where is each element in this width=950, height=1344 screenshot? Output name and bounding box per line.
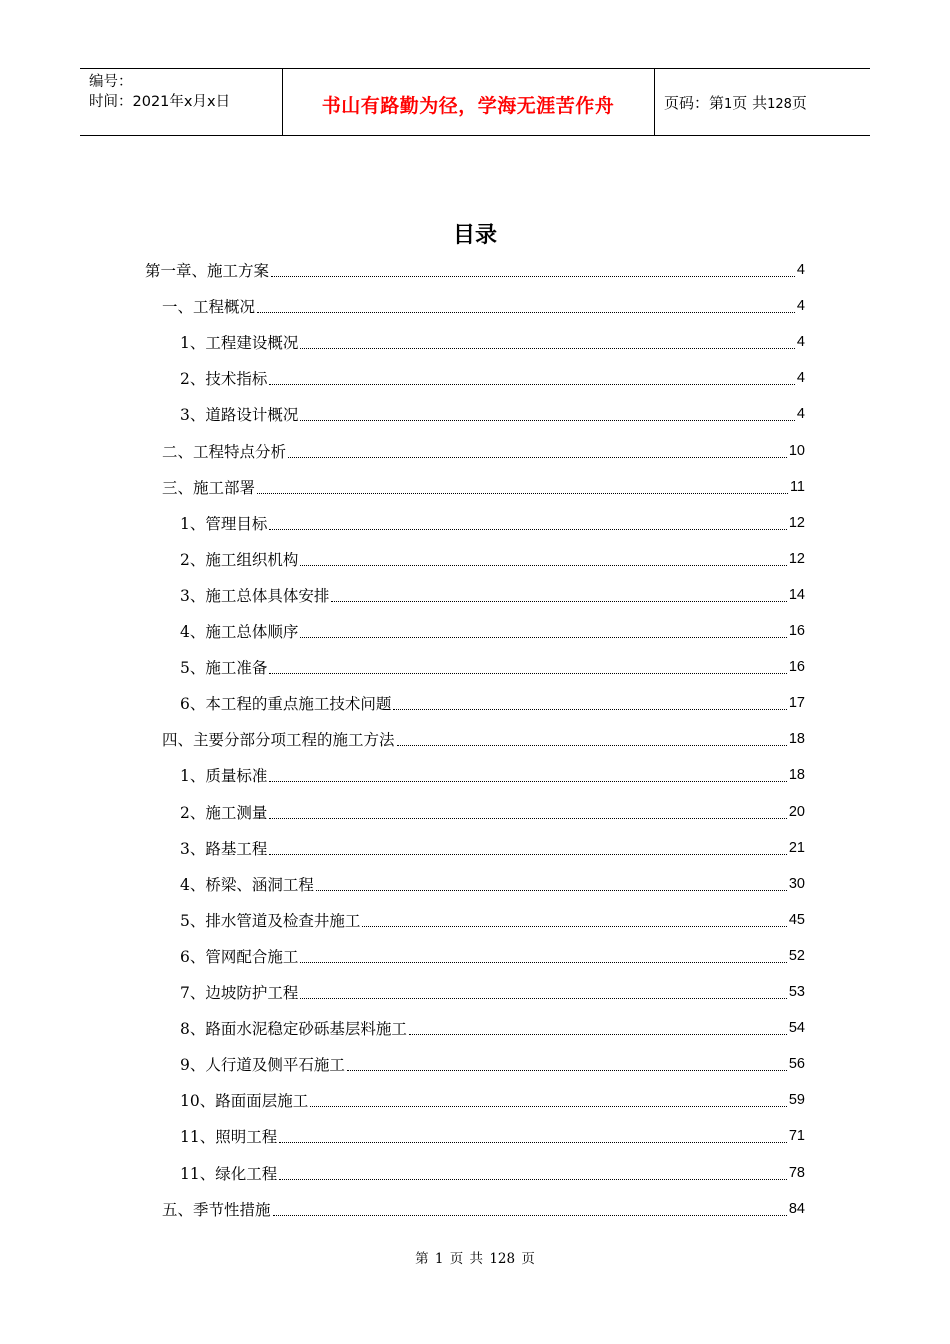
toc-leader-dots — [300, 997, 786, 999]
toc-entry-title: 7、边坡防护工程 — [180, 984, 299, 1002]
toc-entry-title: 1、工程建设概况 — [180, 334, 299, 353]
date-line: 时间：2021年x月x日 — [89, 94, 231, 110]
toc-entry[interactable] — [162, 721, 805, 757]
toc-entry-title: 11、绿化工程 — [180, 1164, 278, 1183]
serial-number-label: 编号： — [89, 74, 133, 90]
toc-leader-dots — [300, 419, 795, 421]
toc-leader-dots — [269, 383, 795, 385]
toc-entry[interactable] — [180, 1118, 805, 1154]
toc-entry[interactable] — [162, 288, 805, 324]
toc-entry-title: 二、工程特点分析 — [162, 442, 287, 461]
toc-leader-dots — [347, 1069, 787, 1071]
toc-entry[interactable] — [180, 830, 805, 866]
toc-entry[interactable] — [180, 396, 805, 432]
toc-entry-page: 4 — [796, 334, 805, 351]
toc-leader-dots — [269, 817, 786, 819]
toc-entry-page: 4 — [796, 406, 805, 423]
toc-entry[interactable] — [180, 938, 805, 974]
toc-entry-title: 3、道路设计概况 — [180, 406, 299, 425]
toc-entry-page: 18 — [788, 767, 805, 784]
toc-leader-dots — [271, 275, 795, 277]
toc-entry[interactable] — [180, 974, 805, 1010]
toc-leader-dots — [257, 311, 795, 313]
page-prefix: 页码：第 — [664, 94, 725, 112]
toc-entry[interactable] — [162, 1191, 805, 1227]
toc-entry-title: 9、人行道及侧平石施工 — [180, 1056, 345, 1075]
toc-entry-page: 12 — [788, 550, 805, 567]
toc-entry-title: 2、施工组织机构 — [180, 550, 299, 569]
toc-entry-page: 14 — [788, 586, 805, 603]
page-current: 1 — [724, 97, 733, 112]
toc-leader-dots — [310, 1105, 787, 1107]
toc-entry-page: 12 — [788, 514, 805, 531]
toc-entry-title: 6、管网配合施工 — [180, 947, 299, 966]
toc-leader-dots — [269, 853, 786, 855]
toc-leader-dots — [300, 961, 786, 963]
toc-leader-dots — [331, 600, 786, 602]
toc-entry[interactable] — [180, 649, 805, 685]
toc-leader-dots — [300, 347, 795, 349]
toc-leader-dots — [362, 925, 786, 927]
toc-entry[interactable] — [180, 794, 805, 830]
toc-leader-dots — [269, 672, 786, 674]
toc-entry-title: 1、管理目标 — [180, 514, 268, 533]
header-meta — [89, 72, 230, 112]
toc-entry-title: 三、施工部署 — [162, 478, 256, 497]
toc-entry[interactable] — [180, 1155, 805, 1191]
toc-entry[interactable] — [180, 541, 805, 577]
toc-entry[interactable] — [180, 866, 805, 902]
toc-entry-page: 59 — [788, 1092, 805, 1109]
toc-entry-page: 10 — [788, 442, 805, 459]
toc-entry[interactable] — [180, 1082, 805, 1118]
toc-entry-page: 17 — [788, 695, 805, 712]
toc-entry-page: 21 — [788, 839, 805, 856]
toc-entry-title: 四、主要分部分项工程的施工方法 — [162, 731, 395, 750]
toc-entry-page: 54 — [788, 1020, 805, 1037]
toc-entry[interactable] — [180, 1046, 805, 1082]
toc-entry-title: 2、施工测量 — [180, 803, 268, 822]
toc-entry-title: 2、技术指标 — [180, 370, 268, 389]
toc-entry-title: 五、季节性措施 — [162, 1200, 271, 1219]
toc-entry-page: 4 — [796, 370, 805, 387]
header-motto: 书山有路勤为径，学海无涯苦作舟 — [321, 95, 615, 117]
toc-entry[interactable] — [145, 252, 805, 288]
toc-entry-title: 3、路基工程 — [180, 839, 268, 858]
toc-entry-title: 6、本工程的重点施工技术问题 — [180, 695, 392, 714]
toc-entry-page: 16 — [788, 659, 805, 676]
toc-entry-title: 11、照明工程 — [180, 1128, 278, 1147]
toc-leader-dots — [279, 1178, 787, 1180]
page-header — [80, 68, 870, 136]
toc-entry[interactable] — [180, 1010, 805, 1046]
toc-entry-title: 第一章、施工方案 — [145, 262, 270, 280]
toc-entry[interactable] — [180, 613, 805, 649]
toc-entry-page: 16 — [788, 623, 805, 639]
toc-leader-dots — [397, 744, 787, 746]
toc-entry[interactable] — [180, 577, 805, 613]
toc-entry-page: 11 — [789, 478, 805, 495]
toc-entry-title: 1、质量标准 — [180, 767, 268, 786]
header-divider — [654, 69, 655, 135]
toc-entry-page: 53 — [788, 984, 805, 1000]
toc-leader-dots — [409, 1033, 787, 1035]
toc-entry-page: 4 — [796, 262, 805, 278]
toc-entry-page: 84 — [788, 1200, 805, 1217]
toc-entry[interactable] — [180, 505, 805, 541]
header-page-info — [664, 92, 807, 113]
toc-entry-title: 8、路面水泥稳定砂砾基层料施工 — [180, 1020, 407, 1039]
toc-leader-dots — [393, 708, 786, 710]
toc-entry-title: 5、施工准备 — [180, 659, 268, 678]
toc-leader-dots — [273, 1214, 787, 1216]
page-footer: 第 1 页 共 128 页 — [415, 1251, 535, 1267]
toc-leader-dots — [288, 456, 787, 458]
toc-entry-title: 10、路面面层施工 — [180, 1092, 309, 1111]
toc-entry-page: 18 — [788, 731, 805, 748]
toc-entry-title: 3、施工总体具体安排 — [180, 586, 330, 605]
toc-entry-title: 4、施工总体顺序 — [180, 623, 299, 641]
toc-entry[interactable] — [180, 360, 805, 396]
toc-leader-dots — [300, 564, 786, 566]
toc-leader-dots — [316, 889, 787, 891]
toc-entry[interactable] — [180, 902, 805, 938]
toc-entry[interactable] — [180, 324, 805, 360]
toc-entry-page: 4 — [796, 298, 805, 315]
toc-entry-page: 56 — [788, 1056, 805, 1073]
page-mid: 页 共 — [732, 94, 768, 112]
toc-entry-title: 一、工程概况 — [162, 298, 256, 317]
toc-leader-dots — [300, 636, 786, 638]
toc-entry[interactable] — [180, 757, 805, 793]
toc-entry-page: 52 — [788, 947, 805, 964]
toc-entry[interactable] — [162, 469, 805, 505]
toc-leader-dots — [257, 492, 788, 494]
toc-entry-page: 71 — [788, 1128, 805, 1145]
page-suffix: 页 — [791, 94, 807, 112]
page-total: 128 — [767, 97, 792, 112]
toc-entry[interactable] — [162, 433, 805, 469]
toc-entry-page: 30 — [788, 875, 805, 892]
toc-entry-page: 78 — [788, 1164, 805, 1181]
toc-entry-title: 4、桥梁、涵洞工程 — [180, 875, 314, 894]
toc-entry-title: 5、排水管道及检查井施工 — [180, 911, 361, 930]
toc-title: 目录 — [452, 223, 497, 248]
toc-leader-dots — [269, 780, 786, 782]
toc-leader-dots — [279, 1141, 787, 1143]
toc-leader-dots — [269, 528, 786, 530]
toc-entry-page: 20 — [788, 803, 805, 820]
toc-entry[interactable] — [180, 685, 805, 721]
toc-entry-page: 45 — [788, 911, 805, 928]
